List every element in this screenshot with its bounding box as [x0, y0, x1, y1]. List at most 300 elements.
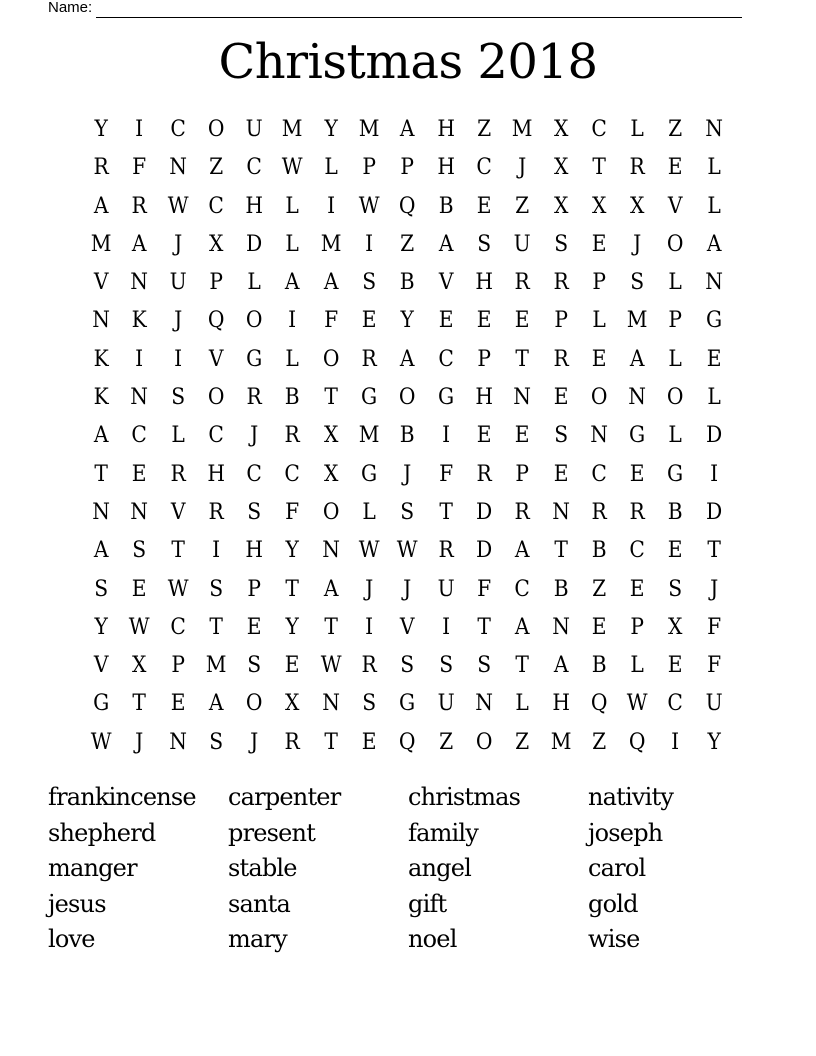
grid-cell: U — [169, 270, 187, 296]
grid-cell: R — [361, 653, 377, 679]
grid-cell: M — [205, 653, 227, 679]
grid-cell: W — [358, 538, 380, 564]
grid-cell: N — [628, 385, 647, 411]
grid-cell: T — [439, 499, 453, 525]
name-label: Name: — [48, 0, 93, 16]
grid-cell: X — [630, 193, 645, 219]
grid-cell: I — [135, 346, 144, 372]
grid-cell: N — [168, 729, 187, 755]
grid-cell: S — [94, 576, 109, 602]
grid-cell: R — [131, 193, 148, 219]
grid-cell: S — [400, 653, 415, 679]
grid-cell: I — [671, 729, 680, 755]
grid-cell: C — [131, 423, 148, 449]
grid-cell: O — [590, 385, 608, 411]
grid-cell: N — [130, 270, 149, 296]
grid-cell: X — [553, 155, 568, 181]
grid-cell: X — [323, 423, 339, 449]
grid-cell: J — [403, 461, 412, 487]
grid-cell: O — [667, 385, 684, 411]
grid-cell: E — [706, 346, 722, 372]
word-list-item: manger — [48, 854, 137, 882]
grid-cell: P — [400, 155, 415, 181]
grid-cell: I — [212, 538, 221, 564]
grid-cell: D — [476, 499, 493, 525]
grid-cell: E — [629, 576, 645, 602]
grid-cell: V — [208, 346, 224, 372]
grid-cell: O — [322, 346, 340, 372]
grid-cell: C — [591, 461, 607, 487]
grid-cell: L — [515, 691, 530, 717]
grid-cell: I — [365, 231, 374, 257]
grid-cell: I — [135, 117, 144, 142]
grid-cell: X — [208, 231, 224, 257]
page-title: Christmas 2018 — [218, 34, 598, 90]
grid-cell: J — [633, 231, 642, 257]
grid-cell: S — [630, 270, 645, 296]
grid-cell: Z — [209, 155, 224, 181]
grid-cell: V — [400, 614, 415, 640]
grid-cell: H — [207, 461, 225, 487]
grid-cell: S — [209, 729, 223, 755]
grid-cell: L — [362, 499, 376, 525]
grid-cell: E — [553, 461, 569, 487]
grid-cell: W — [320, 653, 342, 679]
word-list-item: mary — [228, 925, 287, 953]
grid-cell: V — [438, 270, 454, 296]
grid-cell: N — [130, 385, 149, 411]
grid-cell: A — [285, 270, 300, 296]
grid-cell: I — [326, 193, 335, 219]
grid-cell: J — [403, 576, 412, 602]
grid-cell: P — [592, 270, 606, 296]
grid-cell: M — [550, 729, 572, 755]
grid-cell: S — [477, 231, 492, 257]
grid-cell: X — [132, 653, 147, 679]
grid-cell: S — [132, 538, 147, 564]
grid-cell: U — [705, 691, 723, 717]
grid-cell: Z — [515, 729, 530, 755]
grid-cell: V — [93, 270, 109, 296]
grid-cell: B — [591, 653, 607, 679]
grid-cell: L — [707, 193, 721, 219]
grid-cell: O — [475, 729, 493, 755]
grid-cell: F — [706, 614, 721, 640]
grid-cell: T — [209, 614, 223, 640]
grid-cell: R — [170, 461, 186, 487]
grid-cell: P — [668, 308, 683, 334]
grid-cell: Q — [629, 729, 646, 755]
grid-cell: F — [438, 461, 453, 487]
grid-cell: H — [436, 117, 455, 142]
grid-cell: Q — [207, 308, 225, 334]
grid-cell: K — [93, 346, 109, 372]
grid-cell: O — [322, 499, 340, 525]
grid-cell: B — [553, 576, 569, 602]
grid-cell: J — [173, 308, 182, 334]
grid-cell: E — [591, 231, 607, 257]
grid-cell: C — [514, 576, 531, 602]
grid-cell: X — [668, 614, 683, 640]
grid-cell: C — [246, 155, 263, 181]
grid-cell: N — [92, 499, 110, 525]
grid-cell: Z — [591, 576, 607, 602]
grid-cell: N — [513, 385, 532, 411]
grid-cell: S — [477, 653, 492, 679]
grid-cell: O — [207, 117, 225, 142]
grid-cell: E — [668, 538, 683, 564]
grid-cell: G — [629, 423, 646, 449]
grid-cell: I — [365, 614, 374, 640]
grid-cell: F — [477, 576, 492, 602]
name-field — [48, 0, 742, 18]
grid-cell: P — [630, 614, 645, 640]
grid-cell: M — [358, 117, 380, 142]
grid-cell: W — [129, 614, 150, 640]
grid-cell: P — [515, 461, 530, 487]
grid-cell: A — [93, 423, 109, 449]
grid-cell: T — [324, 385, 338, 411]
word-list-item: santa — [228, 889, 291, 918]
grid-cell: Y — [285, 538, 300, 564]
grid-cell: G — [361, 385, 378, 411]
grid-cell: G — [437, 385, 454, 411]
grid-cell: T — [285, 576, 300, 602]
grid-cell: C — [438, 346, 454, 372]
grid-cell: U — [513, 231, 531, 257]
grid-cell: A — [706, 231, 722, 257]
word-list — [48, 780, 768, 958]
grid-cell: U — [437, 576, 455, 602]
grid-cell: P — [247, 576, 262, 602]
grid-cell: J — [250, 423, 259, 449]
grid-cell: N — [590, 423, 608, 449]
grid-cell: O — [246, 691, 263, 717]
grid-cell: A — [400, 117, 415, 142]
grid-cell: G — [361, 461, 378, 487]
grid-cell: E — [170, 691, 186, 717]
grid-cell: V — [93, 653, 109, 679]
grid-cell: A — [208, 691, 224, 717]
grid-cell: K — [93, 385, 109, 411]
word-list-item: wise — [588, 925, 640, 953]
grid-cell: A — [553, 653, 569, 679]
grid-cell: S — [247, 499, 262, 525]
word-list-item: carol — [588, 854, 646, 882]
grid-cell: R — [438, 538, 454, 564]
grid-cell: C — [629, 538, 646, 564]
grid-cell: E — [668, 653, 683, 679]
grid-cell: D — [705, 423, 723, 449]
grid-cell: E — [361, 308, 377, 334]
grid-cell: R — [285, 729, 301, 755]
grid-cell: S — [247, 653, 262, 679]
grid-cell: R — [629, 499, 645, 525]
grid-cell: R — [514, 270, 531, 296]
grid-cell: R — [246, 385, 262, 411]
grid-cell: E — [361, 729, 377, 755]
grid-cell: X — [323, 461, 339, 487]
grid-cell: N — [322, 538, 340, 564]
grid-cell: E — [553, 385, 569, 411]
grid-cell: G — [246, 346, 263, 372]
grid-cell: E — [515, 308, 530, 334]
grid-cell: N — [168, 155, 187, 181]
grid-cell: E — [591, 346, 607, 372]
grid-cell: N — [130, 499, 149, 525]
grid-cell: Y — [324, 117, 338, 142]
grid-cell: W — [626, 691, 648, 717]
grid-cell: Q — [590, 691, 608, 717]
word-list-item: present — [228, 818, 316, 847]
grid-cell: D — [246, 231, 263, 257]
grid-cell: L — [592, 308, 606, 334]
grid-cell: E — [476, 308, 492, 334]
word-list-item: frankincense — [48, 783, 196, 811]
grid-cell: E — [476, 423, 492, 449]
grid-cell: T — [515, 346, 530, 372]
grid-cell: S — [362, 691, 377, 717]
grid-cell: J — [135, 729, 144, 755]
grid-cell: F — [285, 499, 300, 525]
grid-cell: P — [170, 653, 185, 679]
grid-cell: L — [285, 231, 300, 257]
grid-cell: A — [438, 231, 454, 257]
grid-cell: J — [518, 155, 527, 181]
grid-cell: C — [284, 461, 301, 487]
grid-cell: M — [512, 117, 533, 142]
grid-cell: N — [705, 270, 723, 296]
grid-cell: A — [93, 538, 109, 564]
grid-cell: C — [208, 423, 224, 449]
word-list-item: gold — [588, 889, 638, 918]
grid-cell: S — [668, 576, 683, 602]
grid-cell: L — [324, 155, 338, 181]
grid-cell: A — [515, 538, 530, 564]
grid-cell: B — [400, 423, 415, 449]
grid-cell: E — [476, 193, 492, 219]
grid-cell: S — [553, 423, 568, 449]
grid-cell: I — [441, 614, 450, 640]
word-list-item: stable — [228, 854, 297, 882]
grid-cell: I — [173, 346, 182, 372]
grid-cell: T — [707, 538, 721, 564]
grid-cell: W — [397, 538, 418, 564]
grid-cell: E — [438, 308, 454, 334]
word-list-item: angel — [408, 854, 472, 882]
grid-cell: I — [288, 308, 297, 334]
grid-cell: T — [170, 538, 185, 564]
grid-cell: H — [475, 270, 493, 296]
grid-cell: T — [515, 653, 530, 679]
grid-cell: X — [553, 193, 568, 219]
grid-cell: N — [322, 691, 340, 717]
grid-cell: T — [324, 729, 338, 755]
grid-cell: S — [553, 231, 568, 257]
grid-cell: J — [709, 576, 718, 602]
grid-cell: G — [399, 691, 416, 717]
word-list-item: carpenter — [228, 783, 341, 811]
grid-cell: Y — [400, 308, 415, 334]
grid-cell: G — [667, 461, 684, 487]
grid-cell: R — [514, 499, 531, 525]
grid-cell: M — [282, 117, 303, 142]
grid-cell: C — [246, 461, 263, 487]
grid-cell: V — [668, 193, 683, 219]
grid-cell: R — [553, 346, 569, 372]
grid-cell: Z — [591, 729, 607, 755]
word-list-item: love — [48, 925, 95, 953]
grid-cell: L — [707, 155, 721, 181]
grid-cell: Z — [515, 193, 530, 219]
word-search-grid — [82, 111, 733, 762]
grid-cell: S — [209, 576, 223, 602]
grid-cell: G — [93, 691, 110, 717]
grid-cell: Y — [285, 614, 300, 640]
grid-cell: L — [285, 346, 300, 372]
grid-cell: L — [285, 193, 300, 219]
grid-cell: L — [668, 346, 683, 372]
grid-cell: P — [209, 270, 223, 296]
grid-cell: S — [170, 385, 185, 411]
grid-cell: L — [630, 117, 645, 142]
grid-cell: B — [285, 385, 301, 411]
grid-cell: P — [553, 308, 568, 334]
grid-cell: A — [323, 576, 339, 602]
grid-cell: W — [358, 193, 380, 219]
grid-cell: L — [247, 270, 262, 296]
grid-cell: C — [208, 193, 224, 219]
grid-cell: R — [93, 155, 109, 181]
grid-cell: M — [626, 308, 648, 334]
grid-cell: S — [438, 653, 453, 679]
grid-cell: G — [705, 308, 722, 334]
grid-cell: B — [591, 538, 607, 564]
grid-cell: N — [551, 614, 570, 640]
grid-cell: A — [323, 270, 339, 296]
grid-cell: J — [365, 576, 374, 602]
word-list-item: shepherd — [48, 818, 156, 847]
grid-cell: V — [170, 499, 186, 525]
grid-cell: B — [400, 270, 415, 296]
grid-cell: W — [167, 576, 189, 602]
grid-cell: O — [207, 385, 225, 411]
word-list-item: family — [408, 818, 479, 847]
grid-cell: C — [169, 614, 186, 640]
grid-cell: A — [629, 346, 645, 372]
grid-cell: Z — [477, 117, 492, 142]
grid-cell: T — [94, 461, 108, 487]
grid-cell: D — [476, 538, 493, 564]
grid-cell: Q — [399, 729, 416, 755]
grid-cell: R — [285, 423, 301, 449]
grid-cell: X — [591, 193, 607, 219]
grid-cell: E — [515, 423, 530, 449]
grid-cell: E — [132, 576, 147, 602]
grid-cell: E — [629, 461, 645, 487]
grid-cell: E — [591, 614, 607, 640]
grid-cell: I — [709, 461, 718, 487]
word-list-item: christmas — [408, 783, 521, 811]
word-list-item: jesus — [48, 889, 106, 918]
grid-cell: W — [90, 729, 112, 755]
grid-cell: P — [362, 155, 377, 181]
grid-cell: T — [324, 614, 338, 640]
grid-cell: O — [246, 308, 263, 334]
grid-cell: R — [476, 461, 492, 487]
grid-cell: A — [400, 346, 415, 372]
grid-cell: L — [707, 385, 721, 411]
grid-cell: S — [400, 499, 415, 525]
grid-cell: C — [169, 117, 186, 142]
grid-cell: D — [705, 499, 723, 525]
grid-cell: L — [668, 270, 683, 296]
grid-cell: C — [591, 117, 607, 142]
grid-cell: U — [437, 691, 455, 717]
word-list-item: noel — [408, 925, 457, 953]
grid-cell: Z — [400, 231, 415, 257]
grid-cell: N — [551, 499, 570, 525]
word-list-item: gift — [408, 889, 447, 918]
word-list-item: joseph — [588, 818, 663, 847]
grid-cell: C — [667, 691, 684, 717]
grid-cell: I — [441, 423, 450, 449]
grid-cell: N — [475, 691, 493, 717]
grid-cell: E — [132, 461, 147, 487]
grid-cell: L — [630, 653, 645, 679]
grid-cell: T — [132, 691, 147, 717]
grid-cell: A — [515, 614, 530, 640]
grid-cell: H — [245, 193, 264, 219]
grid-cell: K — [131, 308, 147, 334]
grid-cell: H — [436, 155, 455, 181]
grid-cell: Y — [707, 729, 721, 755]
grid-cell: J — [250, 729, 259, 755]
grid-cell: E — [285, 653, 301, 679]
grid-cell: H — [245, 538, 264, 564]
grid-cell: M — [358, 423, 380, 449]
grid-cell: H — [551, 691, 570, 717]
grid-cell: F — [323, 308, 338, 334]
grid-cell: L — [171, 423, 185, 449]
grid-cell: R — [553, 270, 569, 296]
grid-cell: A — [93, 193, 109, 219]
grid-cell: X — [553, 117, 568, 142]
grid-cell: Y — [94, 117, 108, 142]
grid-cell: R — [629, 155, 645, 181]
grid-cell: T — [553, 538, 568, 564]
grid-cell: F — [132, 155, 147, 181]
grid-cell: N — [705, 117, 723, 142]
grid-cell: S — [362, 270, 377, 296]
grid-cell: L — [668, 423, 683, 449]
grid-cell: C — [476, 155, 492, 181]
grid-cell: M — [320, 231, 342, 257]
grid-cell: U — [245, 117, 263, 142]
grid-cell: M — [90, 231, 112, 257]
grid-cell: X — [285, 691, 300, 717]
grid-cell: T — [477, 614, 491, 640]
grid-cell: Q — [399, 193, 416, 219]
grid-cell: R — [591, 499, 607, 525]
grid-cell: E — [668, 155, 683, 181]
grid-cell: J — [173, 231, 182, 257]
grid-cell: A — [132, 231, 147, 257]
grid-cell: Z — [438, 729, 453, 755]
grid-cell: Z — [668, 117, 683, 142]
grid-cell: R — [208, 499, 224, 525]
grid-cell: N — [92, 308, 110, 334]
